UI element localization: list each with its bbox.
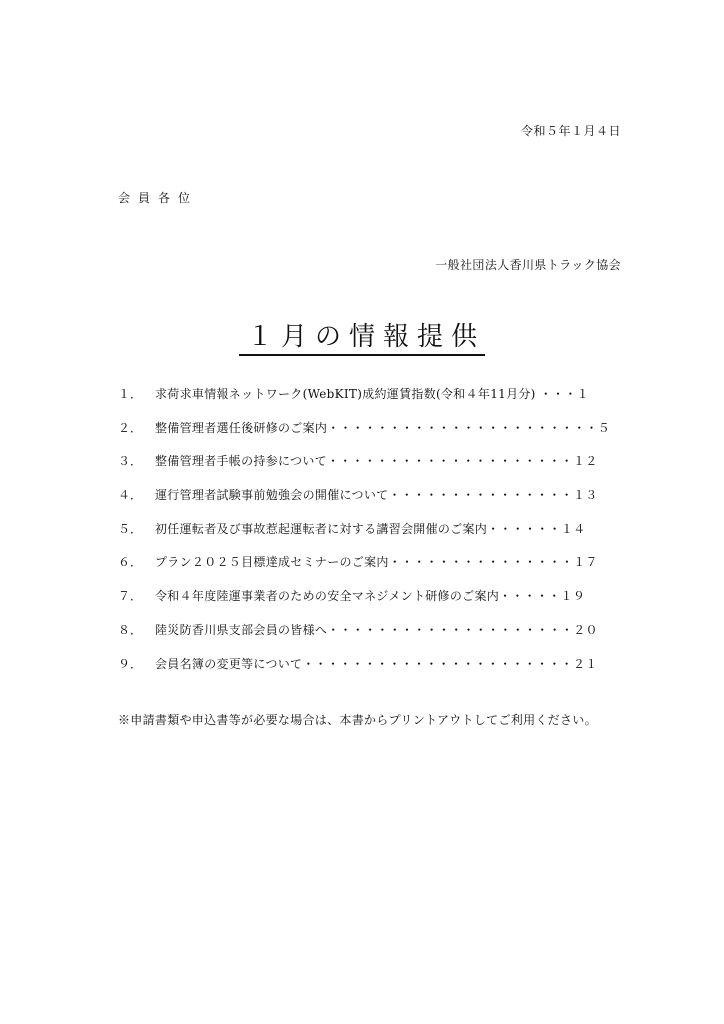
document-title-container bbox=[0, 320, 724, 356]
sender-organization: 一般社団法人香川県トラック協会 bbox=[435, 258, 621, 272]
toc-item bbox=[118, 521, 621, 555]
addressee: 会員各位 bbox=[118, 191, 199, 205]
toc-item-number: ３． bbox=[118, 454, 143, 469]
toc-item bbox=[118, 487, 621, 521]
toc-item-text: 整備管理者手帳の持参について・・・・・・・・・・・・・・・・・・・・１２ bbox=[155, 454, 598, 469]
toc-item-text: プラン２０２５目標達成セミナーのご案内・・・・・・・・・・・・・・・１７ bbox=[155, 555, 598, 570]
toc-item-number: ９． bbox=[118, 656, 143, 671]
toc-item-number: ４． bbox=[118, 488, 143, 503]
toc-item-number: ５． bbox=[118, 521, 143, 536]
toc-item-text: 陸災防香川県支部会員の皆様へ・・・・・・・・・・・・・・・・・・・・２０ bbox=[155, 622, 598, 637]
toc-item-text: 整備管理者選任後研修のご案内・・・・・・・・・・・・・・・・・・・・・・５ bbox=[155, 420, 611, 435]
toc-item-text: 求荷求車情報ネットワーク(WebKIT)成約運賃指数(令和４年11月分) ・・・１ bbox=[155, 387, 589, 401]
toc-item bbox=[118, 622, 621, 656]
toc-item-number: ８． bbox=[118, 622, 143, 637]
toc-item-number: ２． bbox=[118, 420, 143, 435]
toc-item-number: ７． bbox=[118, 589, 143, 604]
toc-item bbox=[118, 588, 621, 622]
toc-item bbox=[118, 453, 621, 487]
toc-item bbox=[118, 386, 621, 420]
table-of-contents bbox=[118, 386, 621, 689]
toc-item-text: 令和４年度陸運事業者のための安全マネジメント研修のご案内・・・・・１９ bbox=[155, 589, 586, 604]
document-date: 令和５年１月４日 bbox=[520, 124, 621, 138]
document-title: １月の情報提供 bbox=[239, 320, 485, 356]
toc-item-text: 会員名簿の変更等について・・・・・・・・・・・・・・・・・・・・・・２１ bbox=[155, 656, 598, 671]
toc-item bbox=[118, 656, 621, 690]
toc-item-text: 初任運転者及び事故惹起運転者に対する講習会開催のご案内・・・・・・１４ bbox=[155, 521, 586, 536]
toc-item-number: １． bbox=[118, 387, 143, 401]
toc-item bbox=[118, 554, 621, 588]
printout-note: ※申請書類や申込書等が必要な場合は、本書からプリントアウトしてご利用ください。 bbox=[118, 713, 597, 727]
toc-item-number: ６． bbox=[118, 555, 143, 570]
toc-item bbox=[118, 420, 621, 454]
toc-item-text: 運行管理者試験事前勉強会の開催について・・・・・・・・・・・・・・・１３ bbox=[155, 488, 598, 503]
